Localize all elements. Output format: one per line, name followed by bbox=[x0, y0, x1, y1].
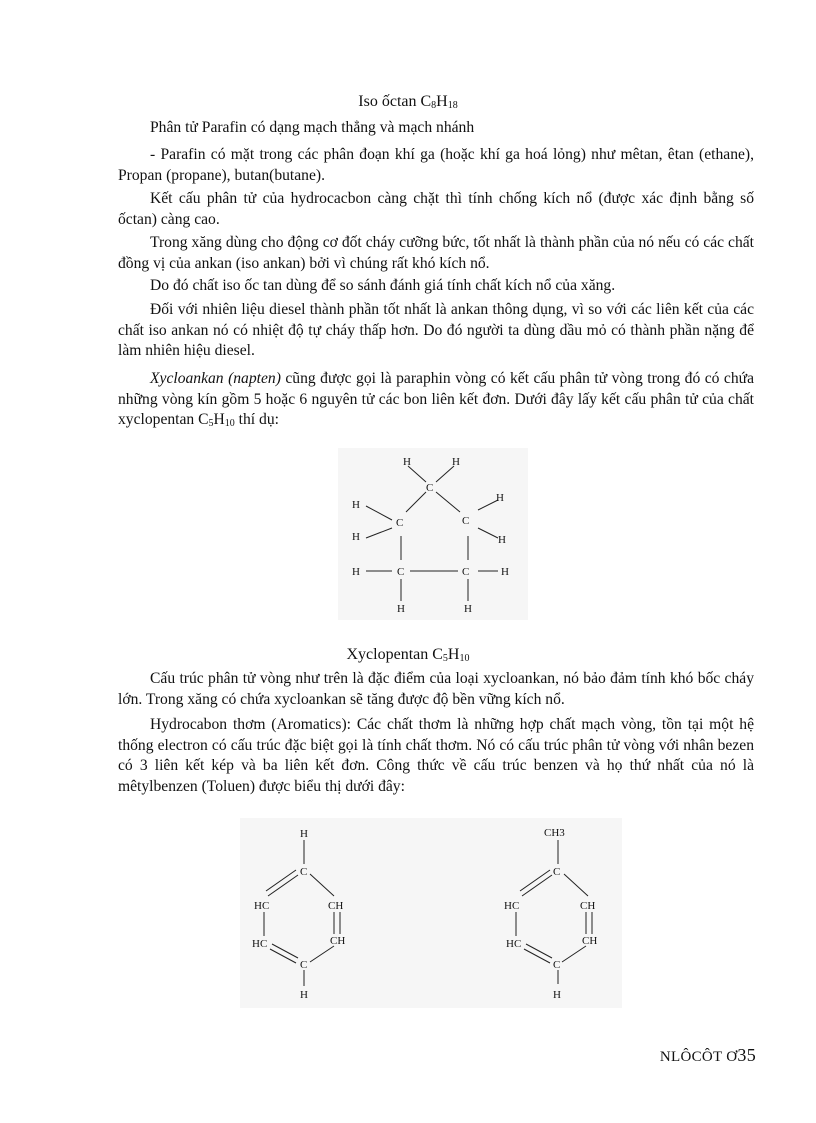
atom-h: H bbox=[496, 492, 504, 504]
atom-h: H bbox=[352, 531, 360, 543]
atom-h: H bbox=[452, 456, 460, 468]
paragraph-octane-number: Kết cấu phân tử của hydrocacbon càng chặt thì tính chống kích nổ (được xác định bằng số ốctan) càng cao. bbox=[118, 190, 754, 228]
aromatic-structures-diagram bbox=[240, 818, 622, 1008]
aromatic-structures-figure bbox=[240, 818, 622, 1008]
paragraph-paraffin-structure: Phân tử Parafin có dạng mạch thẳng và mạch nhánh bbox=[150, 119, 475, 136]
atom-h: H bbox=[403, 456, 411, 468]
atom-c: C bbox=[426, 482, 434, 494]
atom-c: C bbox=[300, 866, 308, 878]
atom-c: C bbox=[553, 959, 561, 971]
atom-ch: CH bbox=[330, 935, 346, 947]
footer-label: NLÔCÔT Ơ bbox=[659, 1049, 738, 1065]
atom-h: H bbox=[352, 499, 360, 511]
atom-ch: CH bbox=[582, 935, 598, 947]
atom-c: C bbox=[300, 959, 308, 971]
atom-ch: CH bbox=[580, 900, 596, 912]
atom-ch: CH bbox=[328, 900, 344, 912]
atom-h: H bbox=[498, 534, 506, 546]
atom-hc: HC bbox=[506, 938, 522, 950]
atom-h: H bbox=[464, 603, 472, 615]
atom-h: H bbox=[397, 603, 405, 615]
paragraph-diesel: Đối với nhiên liệu diesel thành phần tốt nhất là ankan thông dụng, vì so với các liên kết của các chất iso ankan nó có nhiệt độ tự cháy thấp hơn. Do đó người ta dùng dầu mỏ có thành phần nặng để làm nhiên hiệu diesel. bbox=[118, 301, 754, 359]
atom-c: C bbox=[462, 515, 470, 527]
paragraph-iso-alkane: Trong xăng dùng cho động cơ đốt cháy cưỡng bức, tốt nhất là thành phần của nó nếu có các chất đồng vị của ankan (iso ankan) bởi vì chúng rất khó kích nổ. bbox=[118, 234, 754, 272]
atom-c: C bbox=[553, 866, 561, 878]
atom-c: C bbox=[462, 566, 470, 578]
atom-c: C bbox=[397, 566, 405, 578]
atom-hc: HC bbox=[252, 938, 268, 950]
paragraph-aromatics: Hydrocabon thơm (Aromatics): Các chất thơm là những hợp chất mạch vòng, tồn tại một hệ thống electron có cấu trúc đặc biệt gọi là tính chất thơm. Nó có cấu trúc phân tử vòng với nhân bezen có 3 liên kết kép và ba liên kết đơn. Công thức về cấu trúc benzen và họ thứ nhất của nó là mêtylbenzen (Toluen) được biểu thị dưới đây: bbox=[118, 716, 754, 795]
atom-c: C bbox=[396, 517, 404, 529]
atom-h: H bbox=[300, 828, 308, 840]
atom-h: H bbox=[300, 989, 308, 1001]
paragraph-iso-octane-use: Do đó chất iso ốc tan dùng để so sánh đánh giá tính chất kích nổ của xăng. bbox=[150, 277, 616, 294]
atom-ch3: CH3 bbox=[544, 827, 565, 839]
atom-h: H bbox=[352, 566, 360, 578]
atom-h: H bbox=[553, 989, 561, 1001]
paragraph-ring-structure: Cấu trúc phân tử vòng như trên là đặc điểm của loại xycloankan, nó bảo đảm tính khó bốc cháy lớn. Trong xăng có chứa xycloankan sẽ tăng được độ bền vững kích nổ. bbox=[118, 670, 754, 708]
atom-h: H bbox=[501, 566, 509, 578]
page-footer bbox=[660, 1045, 756, 1066]
paragraph-cycloalkane: Xycloankan (napten) cũng được gọi là paraphin vòng có kết cấu phân tử vòng trong đó có chứa những vòng kín gồm 5 hoặc 6 nguyên tử các bon liên kết đơn. Dưới đây lấy kết cấu phân tử của chất xyclopentan $C_5H_{10}$ thí dụ: bbox=[118, 370, 754, 429]
cyclopentane-caption: Xyclopentan $C_5H_{10}$ bbox=[346, 646, 470, 664]
atom-hc: HC bbox=[504, 900, 520, 912]
page-number: 35 bbox=[737, 1045, 756, 1065]
paragraph-paraffin-gas: - Parafin có mặt trong các phân đoạn khí ga (hoặc khí ga hoá lỏng) như mêtan, êtan (ethane), Propan (propane), butan(butane). bbox=[118, 146, 754, 184]
atom-hc: HC bbox=[254, 900, 270, 912]
iso-octane-heading: Iso ốctan $C_8H_{18}$ bbox=[358, 93, 458, 111]
cyclopentane-structure-figure bbox=[338, 448, 528, 620]
cyclopentane-structure-diagram bbox=[338, 448, 528, 620]
